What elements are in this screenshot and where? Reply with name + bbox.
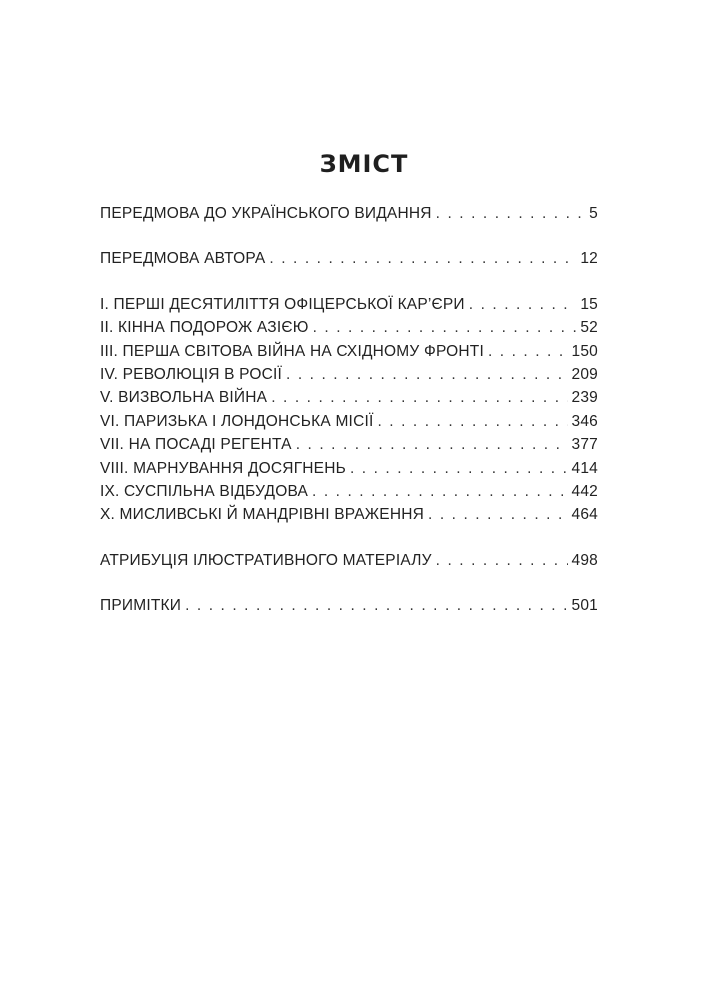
dot-leader xyxy=(350,460,568,479)
toc-entry-title: V. ВИЗВОЛЬНА ВІЙНА xyxy=(100,389,268,407)
toc-entry-page: 442 xyxy=(571,482,598,500)
page-title: ЗМІСТ xyxy=(319,150,409,178)
toc-entry-title: ІІІ. ПЕРША СВІТОВА ВІЙНА НА СХІДНОМУ ФРОНТІ xyxy=(100,342,484,360)
dot-leader xyxy=(313,319,577,338)
table-of-contents xyxy=(100,205,598,620)
toc-entry-chapter-2[interactable] xyxy=(100,319,598,342)
toc-entry-chapter-7[interactable] xyxy=(100,436,598,459)
dot-leader xyxy=(428,506,568,525)
toc-entry-title: X. МИСЛИВСЬКІ Й МАНДРІВНІ ВРАЖЕННЯ xyxy=(100,506,425,524)
toc-entry-chapter-9[interactable] xyxy=(100,483,598,506)
toc-entry-page: 12 xyxy=(580,250,598,268)
toc-entry-chapter-5[interactable] xyxy=(100,389,598,412)
toc-entry-author-preface[interactable] xyxy=(100,250,598,273)
toc-entry-chapter-10[interactable] xyxy=(100,506,598,529)
toc-entry-title: ПЕРЕДМОВА АВТОРА xyxy=(100,250,266,268)
dot-leader xyxy=(469,296,577,315)
toc-entry-page: 377 xyxy=(571,436,598,454)
dot-leader xyxy=(312,483,568,502)
dot-leader xyxy=(269,250,576,269)
toc-entry-page: 209 xyxy=(571,365,598,383)
toc-entry-notes[interactable] xyxy=(100,597,598,620)
toc-entry-chapter-1[interactable] xyxy=(100,296,598,319)
dot-leader xyxy=(185,597,567,616)
toc-entry-title: І. ПЕРШІ ДЕСЯТИЛІТТЯ ОФІЦЕРСЬКОЇ КАР’ЄРИ xyxy=(100,295,465,313)
toc-entry-title: VII. НА ПОСАДІ РЕГЕНТА xyxy=(100,436,292,454)
dot-leader xyxy=(436,552,568,571)
toc-entry-page: 239 xyxy=(571,389,598,407)
toc-entry-illustration-attribution[interactable] xyxy=(100,552,598,575)
toc-entry-title: VIII. МАРНУВАННЯ ДОСЯГНЕНЬ xyxy=(100,459,346,477)
toc-entry-title: VI. ПАРИЗЬКА І ЛОНДОНСЬКА МІСІЇ xyxy=(100,412,374,430)
toc-entry-title: IV. РЕВОЛЮЦІЯ В РОСІЇ xyxy=(100,365,283,383)
toc-entry-page: 52 xyxy=(580,319,598,337)
dot-leader xyxy=(286,366,568,385)
toc-entry-page: 346 xyxy=(571,412,598,430)
toc-entry-title: АТРИБУЦІЯ ІЛЮСТРАТИВНОГО МАТЕРІАЛУ xyxy=(100,551,432,569)
toc-entry-title: ІІ. КІННА ПОДОРОЖ АЗІЄЮ xyxy=(100,319,309,337)
toc-entry-title: ПРИМІТКИ xyxy=(100,597,182,615)
toc-entry-chapter-3[interactable] xyxy=(100,343,598,366)
dot-leader xyxy=(271,389,567,408)
toc-entry-page: 464 xyxy=(571,506,598,524)
toc-entry-page: 150 xyxy=(571,342,598,360)
toc-entry-chapter-4[interactable] xyxy=(100,366,598,389)
toc-entry-page: 501 xyxy=(571,597,598,615)
toc-entry-page: 414 xyxy=(571,459,598,477)
dot-leader xyxy=(436,205,586,224)
dot-leader xyxy=(296,436,568,455)
toc-entry-title: ПЕРЕДМОВА ДО УКРАЇНСЬКОГО ВИДАННЯ xyxy=(100,205,432,222)
toc-entry-ukrainian-edition-preface[interactable] xyxy=(100,205,598,228)
toc-entry-page: 5 xyxy=(589,205,598,222)
toc-entry-chapter-8[interactable] xyxy=(100,460,598,483)
dot-leader xyxy=(488,343,568,362)
toc-entry-title: IX. СУСПІЛЬНА ВІДБУДОВА xyxy=(100,482,309,500)
toc-entry-chapter-6[interactable] xyxy=(100,413,598,436)
toc-entry-page: 498 xyxy=(571,551,598,569)
dot-leader xyxy=(377,413,567,432)
toc-entry-page: 15 xyxy=(580,295,598,313)
